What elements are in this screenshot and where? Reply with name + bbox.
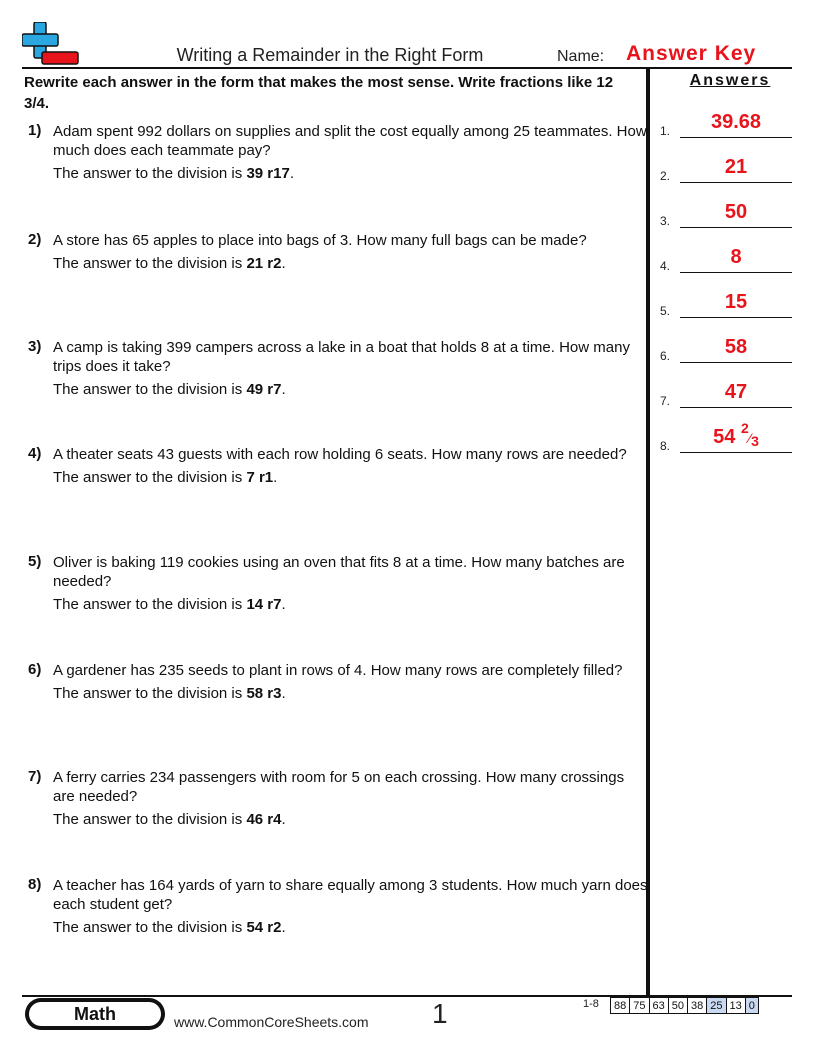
question-8: [24, 876, 648, 937]
score-range-label: 1-8: [583, 998, 599, 1010]
site-url: www.CommonCoreSheets.com: [174, 1014, 369, 1030]
score-cell: 0: [745, 998, 758, 1014]
division-value: 49 r7: [246, 381, 282, 398]
answer-line: [680, 407, 792, 408]
question-text: A ferry carries 234 passengers with room for 5 on each crossing. How many crossings are needed?: [53, 769, 625, 805]
question-6: [24, 661, 648, 703]
division-result: The answer to the division is 46 r4.: [53, 811, 286, 828]
answer-line: [680, 227, 792, 228]
question-number: 3): [28, 338, 42, 355]
answer-number: 6.: [660, 349, 671, 363]
answer-value-fraction: [680, 420, 792, 449]
division-value: 46 r4: [246, 811, 282, 828]
answer-value: 15: [724, 291, 748, 313]
instructions: Rewrite each answer in the form that makes the most sense. Write fractions like 12 3/4.: [24, 74, 614, 112]
question-number: 4): [28, 445, 42, 462]
answer-number: 8.: [660, 439, 671, 453]
answer-row-5: [658, 290, 792, 318]
answers-heading: Answers: [689, 72, 771, 89]
score-cell: 13: [726, 998, 745, 1014]
answer-row-7: [658, 380, 792, 408]
division-value: 54 r2: [246, 919, 282, 936]
fraction-slash: ⁄: [748, 430, 752, 446]
division-result: The answer to the division is 54 r2.: [53, 919, 286, 936]
question-text: A teacher has 164 yards of yarn to share equally among 3 students. How much yarn does each student get?: [53, 877, 648, 913]
question-text: Oliver is baking 119 cookies using an oven that fits 8 at a time. How many batches are needed?: [53, 554, 625, 590]
score-cell: 50: [668, 998, 687, 1014]
answer-row-6: [658, 335, 792, 363]
question-number: 1): [28, 122, 42, 139]
answer-line: [680, 137, 792, 138]
subject-label: Math: [29, 1002, 161, 1026]
score-table: [610, 997, 759, 1014]
answer-number: 3.: [660, 214, 671, 228]
answer-line: [680, 317, 792, 318]
question-number: 2): [28, 231, 42, 248]
division-value: 14 r7: [246, 596, 282, 613]
answer-number: 4.: [660, 259, 671, 273]
fraction-numerator: 2: [740, 420, 749, 436]
name-label: Name:: [557, 48, 605, 65]
answer-number: 5.: [660, 304, 671, 318]
answer-line: [680, 272, 792, 273]
question-1: [24, 122, 648, 183]
division-result: The answer to the division is 49 r7.: [53, 381, 286, 398]
question-2: [24, 231, 648, 273]
answer-row-1: [658, 110, 792, 138]
score-cell: 63: [649, 998, 668, 1014]
answer-row-8: [658, 420, 792, 453]
answer-line: [680, 182, 792, 183]
fraction-denominator: 3: [751, 433, 759, 449]
question-5: [24, 553, 648, 614]
column-divider: [646, 69, 650, 997]
question-number: 5): [28, 553, 42, 570]
answer-row-3: [658, 200, 792, 228]
division-result: The answer to the division is 21 r2.: [53, 255, 286, 272]
division-value: 21 r2: [246, 255, 282, 272]
answer-number: 1.: [660, 124, 671, 138]
question-text: A gardener has 235 seeds to plant in rows of 4. How many rows are completely filled?: [53, 662, 623, 679]
answer-value: 21: [724, 156, 748, 178]
answer-value: 47: [724, 381, 748, 403]
question-text: A theater seats 43 guests with each row holding 6 seats. How many rows are needed?: [53, 446, 627, 463]
division-value: 39 r17: [246, 165, 290, 182]
question-text: A camp is taking 399 campers across a lake in a boat that holds 8 at a time. How many trips does it take?: [53, 339, 630, 375]
division-result: The answer to the division is 14 r7.: [53, 596, 286, 613]
division-value: 7 r1: [246, 469, 274, 486]
page-number: 1: [432, 998, 448, 1029]
answer-row-4: [658, 245, 792, 273]
question-3: [24, 338, 648, 399]
question-number: 7): [28, 768, 42, 785]
division-result: The answer to the division is 7 r1.: [53, 469, 278, 486]
division-value: 58 r3: [246, 685, 282, 702]
answer-row-2: [658, 155, 792, 183]
division-result: The answer to the division is 39 r17.: [53, 165, 294, 182]
question-4: [24, 445, 648, 487]
answer-number: 2.: [660, 169, 671, 183]
answer-line: [680, 452, 792, 453]
answer-number: 7.: [660, 394, 671, 408]
question-7: [24, 768, 648, 829]
question-number: 8): [28, 876, 42, 893]
answer-key-label: Answer Key: [626, 42, 757, 65]
answer-value: 50: [724, 201, 748, 223]
answer-value: 58: [724, 336, 748, 358]
worksheet-title: Writing a Remainder in the Right Form: [176, 45, 484, 65]
question-text: Adam spent 992 dollars on supplies and split the cost equally among 25 teammates. How much does each teammate pay?: [53, 123, 647, 159]
score-cell: 75: [630, 998, 649, 1014]
score-cell: 38: [688, 998, 707, 1014]
plus-minus-logo-icon: [22, 22, 80, 68]
fraction-whole: 54: [713, 426, 736, 448]
answer-value: 39.68: [710, 111, 762, 133]
division-result: The answer to the division is 58 r3.: [53, 685, 286, 702]
answer-value: 8: [730, 246, 742, 268]
answer-line: [680, 362, 792, 363]
score-cell: 25: [707, 998, 726, 1014]
header-divider: [22, 67, 792, 69]
question-text: A store has 65 apples to place into bags of 3. How many full bags can be made?: [53, 232, 587, 249]
score-cell: 88: [611, 998, 630, 1014]
subject-badge: [25, 998, 165, 1030]
question-number: 6): [28, 661, 42, 678]
